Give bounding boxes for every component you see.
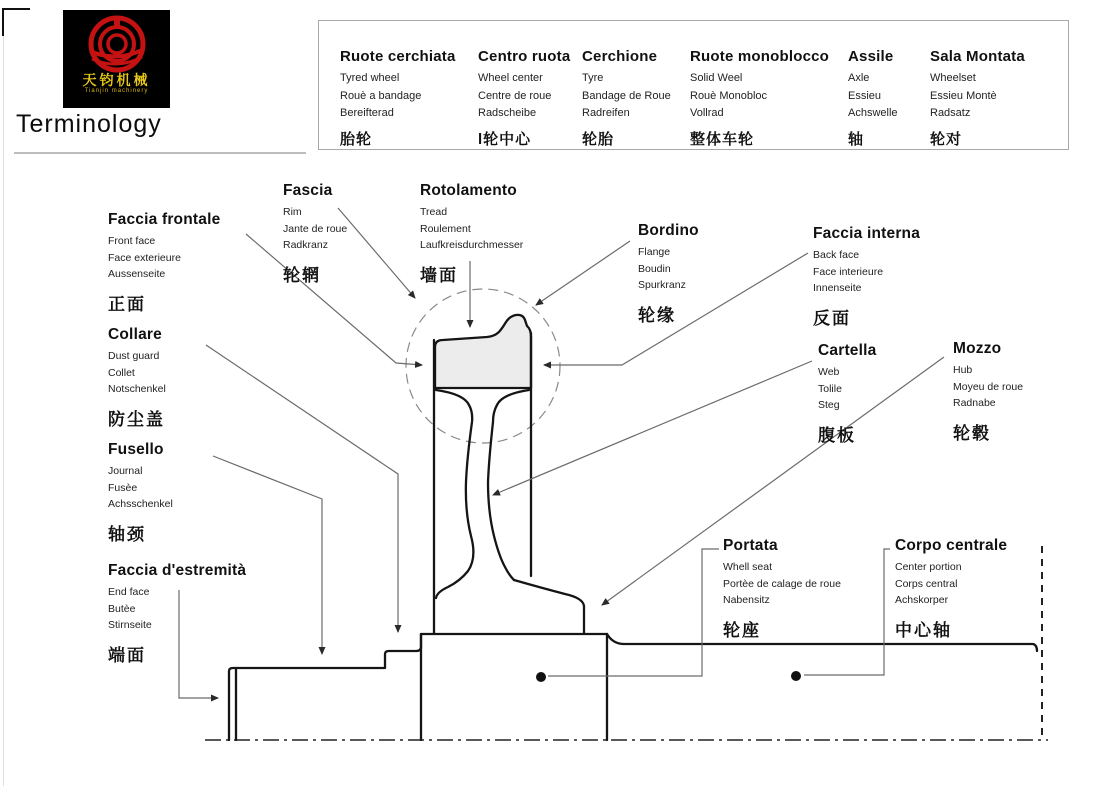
label-en: Whell seat bbox=[723, 561, 773, 573]
label-de: Radnabe bbox=[953, 397, 996, 409]
label-mozzo bbox=[953, 340, 1023, 444]
label-title: Corpo centrale bbox=[895, 537, 1008, 554]
term-fr: Centre de roue bbox=[478, 89, 552, 102]
label-de: Spurkranz bbox=[638, 279, 686, 291]
label-title: Fascia bbox=[283, 182, 333, 199]
leader-cartella bbox=[493, 361, 812, 495]
term-en: Wheel center bbox=[478, 72, 543, 84]
label-zh: 轮缘 bbox=[638, 305, 676, 325]
page-title: Terminology bbox=[16, 110, 162, 138]
term-zh: l轮中心 bbox=[478, 130, 532, 148]
wheel-rim-section bbox=[435, 315, 531, 388]
term-de: Bereifterad bbox=[340, 107, 394, 119]
portata-reference-dot bbox=[536, 672, 546, 682]
term-de: Radscheibe bbox=[478, 107, 537, 119]
corpo-centrale-reference-dot bbox=[791, 671, 801, 681]
wheel-web-right-edge bbox=[488, 390, 529, 580]
label-title: Bordino bbox=[638, 222, 699, 239]
term-en: Axle bbox=[848, 72, 870, 84]
label-zh: 反面 bbox=[813, 308, 851, 328]
label-en: Center portion bbox=[895, 561, 962, 573]
label-faccia-interna bbox=[813, 225, 920, 329]
label-zh: 防尘盖 bbox=[108, 409, 165, 429]
term-de: Radreifen bbox=[582, 107, 630, 119]
term-title: Ruote cerchiata bbox=[340, 48, 456, 65]
label-en: Dust guard bbox=[108, 350, 160, 362]
label-zh: 端面 bbox=[108, 645, 146, 665]
term-en: Tyred wheel bbox=[340, 72, 400, 84]
label-zh: 墙面 bbox=[420, 265, 458, 285]
label-rotolamento bbox=[420, 182, 523, 286]
label-de: Innenseite bbox=[813, 282, 862, 294]
label-fr: Roulement bbox=[420, 222, 471, 235]
label-de: Stirnseite bbox=[108, 619, 152, 631]
label-fusello bbox=[108, 441, 173, 545]
label-title: Cartella bbox=[818, 342, 877, 359]
label-title: Faccia interna bbox=[813, 225, 921, 242]
term-en: Tyre bbox=[582, 72, 604, 84]
label-faccia-frontale bbox=[108, 211, 220, 315]
axle-wheel-seat bbox=[421, 634, 607, 740]
term-title: Assile bbox=[848, 48, 894, 65]
label-collare bbox=[108, 326, 166, 430]
wheel-web-left-edge bbox=[436, 390, 473, 598]
label-zh: 腹板 bbox=[818, 425, 856, 445]
term-de: Achswelle bbox=[848, 107, 898, 119]
label-de: Radkranz bbox=[283, 239, 328, 251]
label-de: Aussenseite bbox=[108, 268, 166, 280]
label-en: Web bbox=[818, 366, 840, 378]
term-fr: Essieu bbox=[848, 89, 882, 102]
label-de: Achsschenkel bbox=[108, 498, 173, 510]
label-fr: Boudin bbox=[638, 262, 671, 275]
axle-journal-and-collar bbox=[236, 634, 421, 668]
label-fr: Butèe bbox=[108, 602, 136, 615]
label-de: Laufkreisdurchmesser bbox=[420, 239, 524, 251]
label-de: Nabensitz bbox=[723, 594, 770, 606]
term-zh: 轮对 bbox=[930, 130, 963, 148]
label-fr: Collet bbox=[108, 366, 135, 379]
label-en: Journal bbox=[108, 465, 143, 477]
label-title: Portata bbox=[723, 537, 778, 554]
label-en: Tread bbox=[420, 206, 448, 218]
term-zh: 胎轮 bbox=[340, 130, 373, 148]
logo-chinese-text: 天钧机械 bbox=[82, 72, 151, 88]
label-de: Steg bbox=[818, 399, 840, 411]
label-fr: Face interieure bbox=[813, 265, 884, 278]
label-title: Mozzo bbox=[953, 340, 1002, 357]
label-fr: Jante de roue bbox=[283, 222, 348, 235]
term-title: Cerchione bbox=[582, 48, 658, 65]
logo-latin-text: Tianjin machinery bbox=[84, 88, 149, 94]
label-portata bbox=[723, 537, 841, 641]
leader-bordino bbox=[536, 241, 630, 305]
label-fr: Tolile bbox=[818, 382, 842, 395]
term-en: Solid Weel bbox=[690, 72, 743, 84]
label-title: Rotolamento bbox=[420, 182, 517, 199]
label-en: Rim bbox=[283, 206, 302, 218]
label-en: Flange bbox=[638, 246, 671, 258]
leader-portata bbox=[548, 549, 719, 676]
label-title: Faccia d'estremità bbox=[108, 562, 247, 579]
label-zh: 轮座 bbox=[723, 620, 761, 640]
axle-end-cap bbox=[229, 668, 236, 740]
term-zh: 整体车轮 bbox=[690, 130, 755, 148]
label-en: Hub bbox=[953, 364, 973, 376]
term-title: Sala Montata bbox=[930, 48, 1025, 65]
wheel-hub-right-edge bbox=[514, 580, 584, 633]
term-de: Vollrad bbox=[690, 107, 724, 119]
label-en: Front face bbox=[108, 235, 156, 247]
term-fr: Rouè Monobloc bbox=[690, 89, 768, 102]
term-fr: Bandage de Roue bbox=[582, 89, 671, 102]
label-bordino bbox=[638, 222, 699, 326]
label-zh: 正面 bbox=[108, 294, 146, 314]
label-en: Back face bbox=[813, 249, 860, 261]
label-zh: 轴颈 bbox=[108, 524, 146, 544]
term-de: Radsatz bbox=[930, 107, 971, 119]
label-en: End face bbox=[108, 586, 150, 598]
label-fr: Corps central bbox=[895, 577, 958, 590]
term-title: Ruote monoblocco bbox=[690, 48, 830, 65]
label-zh: 轮辋 bbox=[283, 265, 321, 285]
label-de: Achskorper bbox=[895, 594, 949, 606]
label-fr: Moyeu de roue bbox=[953, 380, 1024, 393]
term-fr: Rouè a bandage bbox=[340, 89, 422, 102]
term-title: Centro ruota bbox=[478, 48, 571, 65]
label-fr: Face exterieure bbox=[108, 251, 181, 264]
label-title: Collare bbox=[108, 326, 162, 343]
label-corpo-centrale bbox=[895, 537, 1007, 641]
label-zh: 中心轴 bbox=[895, 620, 952, 640]
label-fascia bbox=[283, 182, 347, 286]
label-fr: Portèe de calage de roue bbox=[723, 577, 841, 590]
term-fr: Essieu Montè bbox=[930, 89, 997, 102]
term-en: Wheelset bbox=[930, 72, 976, 84]
label-title: Faccia frontale bbox=[108, 211, 221, 228]
term-zh: 轮胎 bbox=[582, 130, 615, 148]
leader-fascia bbox=[338, 208, 415, 298]
label-cartella bbox=[818, 342, 876, 446]
label-fr: Fusèe bbox=[108, 481, 138, 494]
term-zh: 轴 bbox=[848, 130, 865, 148]
label-zh: 轮毂 bbox=[953, 423, 991, 443]
label-faccia-destremita bbox=[108, 562, 246, 666]
label-de: Notschenkel bbox=[108, 383, 166, 395]
label-title: Fusello bbox=[108, 441, 164, 458]
